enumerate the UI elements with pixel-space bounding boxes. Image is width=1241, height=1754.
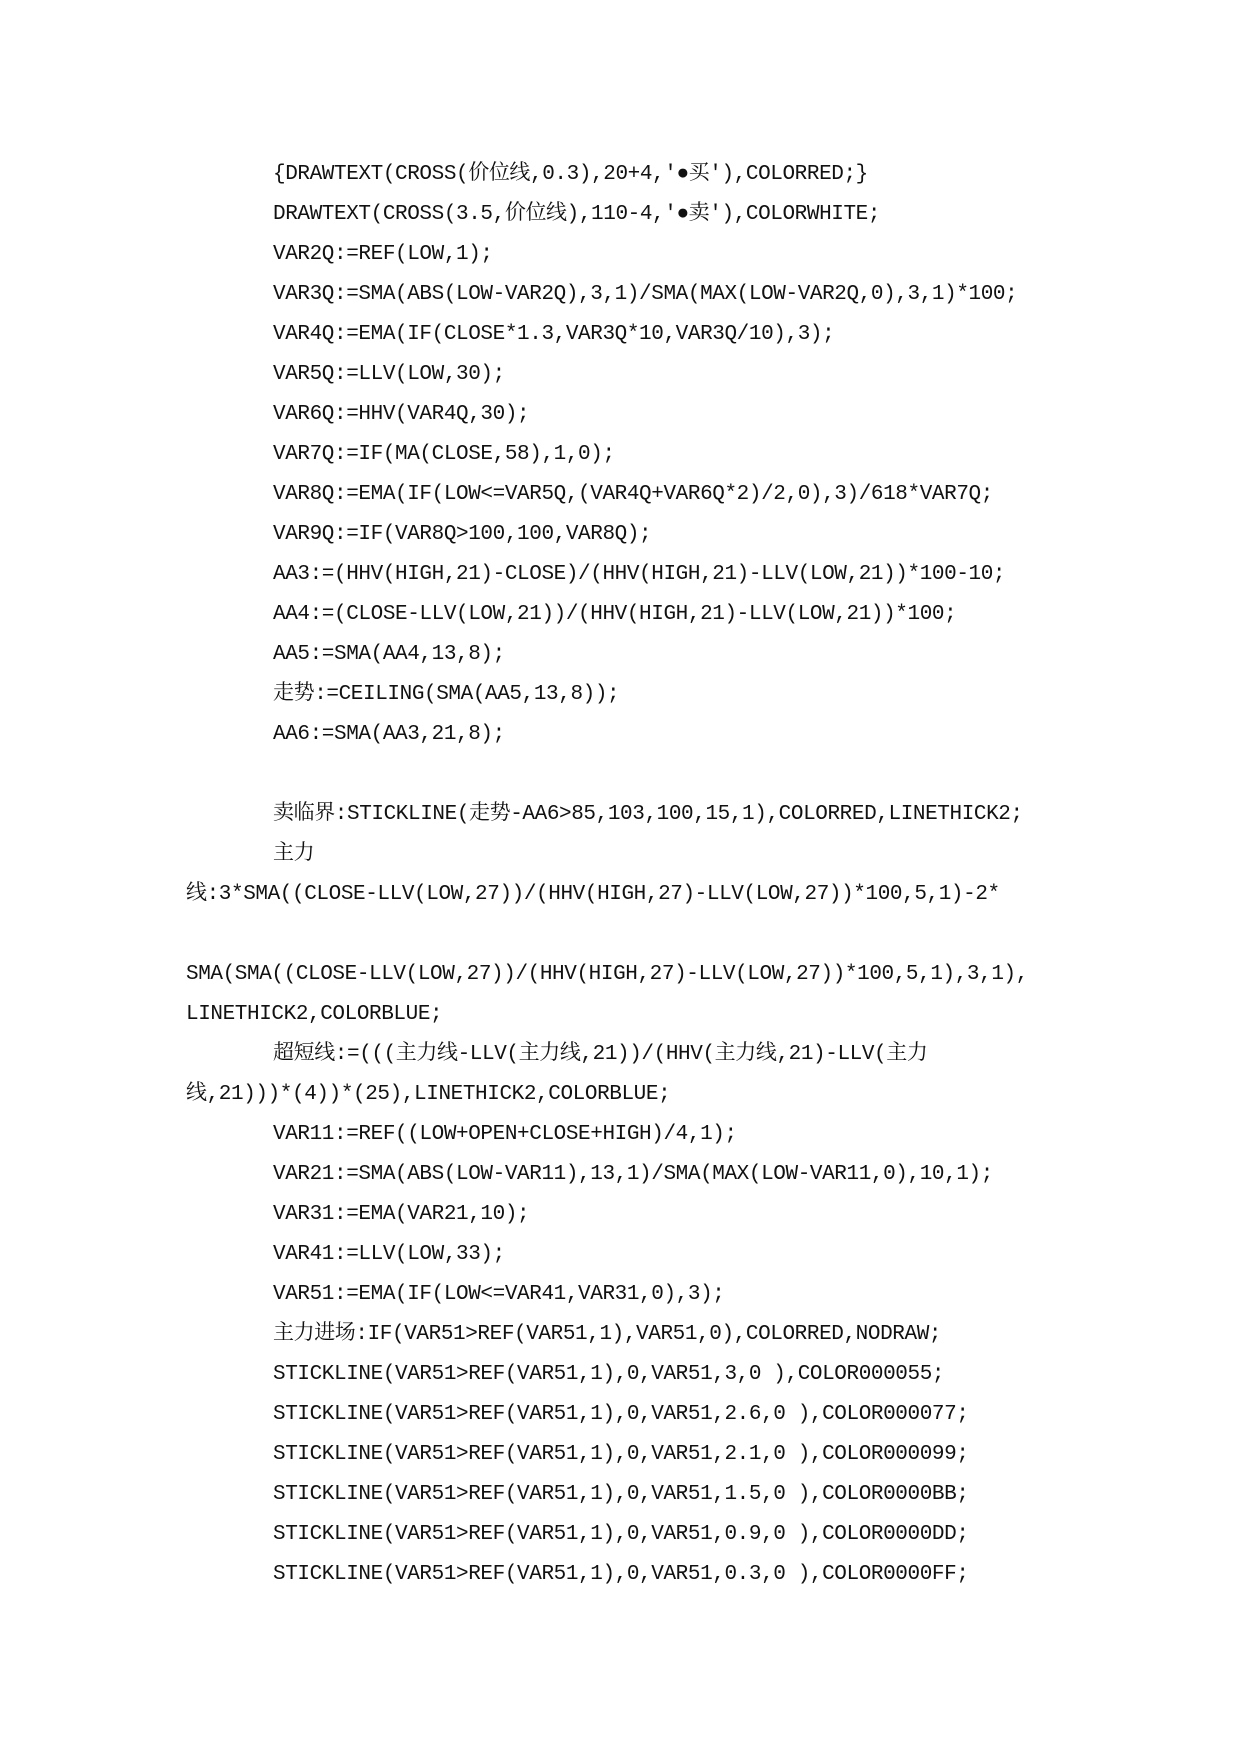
code-line: VAR4Q:=EMA(IF(CLOSE*1.3,VAR3Q*10,VAR3Q/10),3); (273, 323, 835, 346)
code-line: VAR11:=REF((LOW+OPEN+CLOSE+HIGH)/4,1); (273, 1123, 737, 1146)
code-line: STICKLINE(VAR51>REF(VAR51,1),0,VAR51,0.9,0 ),COLOR0000DD; (273, 1523, 969, 1546)
code-line: VAR2Q:=REF(LOW,1); (273, 243, 493, 266)
code-line: {DRAWTEXT(CROSS(价位线,0.3),20+4,'●买'),COLORRED;} (273, 163, 868, 186)
code-line: VAR7Q:=IF(MA(CLOSE,58),1,0); (273, 443, 615, 466)
code-line: 走势:=CEILING(SMA(AA5,13,8)); (273, 683, 620, 706)
code-line: 卖临界:STICKLINE(走势-AA6>85,103,100,15,1),COLORRED,LINETHICK2; (273, 803, 1023, 826)
code-line: STICKLINE(VAR51>REF(VAR51,1),0,VAR51,2.1,0 ),COLOR000099; (273, 1443, 969, 1466)
code-line: 线:3*SMA((CLOSE-LLV(LOW,27))/(HHV(HIGH,27)-LLV(LOW,27))*100,5,1)-2* (186, 883, 1000, 906)
code-line: SMA(SMA((CLOSE-LLV(LOW,27))/(HHV(HIGH,27)-LLV(LOW,27))*100,5,1),3,1), (186, 963, 1028, 986)
code-line: 主力进场:IF(VAR51>REF(VAR51,1),VAR51,0),COLORRED,NODRAW; (273, 1323, 942, 1346)
code-line: AA5:=SMA(AA4,13,8); (273, 643, 505, 666)
code-line: STICKLINE(VAR51>REF(VAR51,1),0,VAR51,1.5,0 ),COLOR0000BB; (273, 1483, 969, 1506)
code-line: 线,21)))*(4))*(25),LINETHICK2,COLORBLUE; (186, 1083, 671, 1106)
code-line: AA4:=(CLOSE-LLV(LOW,21))/(HHV(HIGH,21)-LLV(LOW,21))*100; (273, 603, 957, 626)
code-line: VAR5Q:=LLV(LOW,30); (273, 363, 505, 386)
blank-line (186, 915, 1066, 955)
code-line: AA6:=SMA(AA3,21,8); (273, 723, 505, 746)
code-line: VAR8Q:=EMA(IF(LOW<=VAR5Q,(VAR4Q+VAR6Q*2)/2,0),3)/618*VAR7Q; (273, 483, 993, 506)
code-line: 超短线:=(((主力线-LLV(主力线,21))/(HHV(主力线,21)-LLV(主力 (273, 1043, 928, 1066)
blank-line (186, 755, 1066, 795)
code-line: VAR31:=EMA(VAR21,10); (273, 1203, 530, 1226)
code-line: VAR51:=EMA(IF(LOW<=VAR41,VAR31,0),3); (273, 1283, 725, 1306)
code-line: VAR3Q:=SMA(ABS(LOW-VAR2Q),3,1)/SMA(MAX(LOW-VAR2Q,0),3,1)*100; (273, 283, 1018, 306)
formula-code-block (186, 155, 1066, 1595)
code-line: STICKLINE(VAR51>REF(VAR51,1),0,VAR51,2.6,0 ),COLOR000077; (273, 1403, 969, 1426)
code-line: STICKLINE(VAR51>REF(VAR51,1),0,VAR51,0.3,0 ),COLOR0000FF; (273, 1563, 969, 1586)
code-line: VAR9Q:=IF(VAR8Q>100,100,VAR8Q); (273, 523, 652, 546)
code-line: AA3:=(HHV(HIGH,21)-CLOSE)/(HHV(HIGH,21)-LLV(LOW,21))*100-10; (273, 563, 1006, 586)
code-line: VAR21:=SMA(ABS(LOW-VAR11),13,1)/SMA(MAX(LOW-VAR11,0),10,1); (273, 1163, 993, 1186)
code-line: LINETHICK2,COLORBLUE; (186, 1003, 443, 1026)
code-line: VAR6Q:=HHV(VAR4Q,30); (273, 403, 530, 426)
code-line: 主力 (273, 843, 315, 866)
code-line: STICKLINE(VAR51>REF(VAR51,1),0,VAR51,3,0 ),COLOR000055; (273, 1363, 945, 1386)
code-line: VAR41:=LLV(LOW,33); (273, 1243, 505, 1266)
code-line: DRAWTEXT(CROSS(3.5,价位线),110-4,'●卖'),COLORWHITE; (273, 203, 881, 226)
